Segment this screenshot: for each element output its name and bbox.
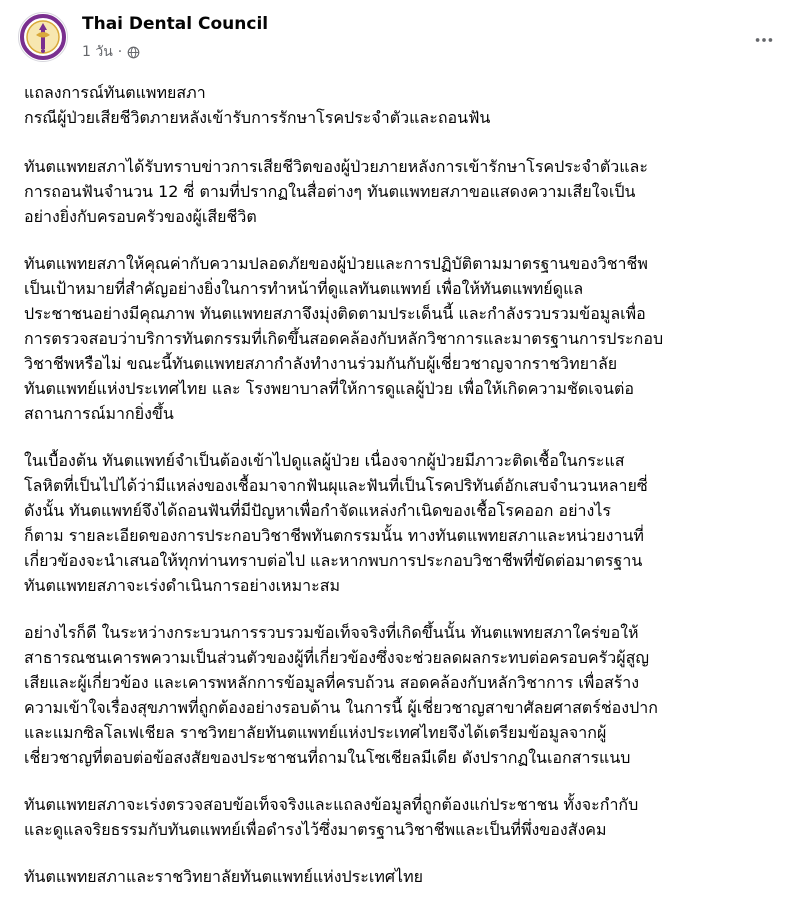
post-meta xyxy=(82,41,140,63)
more-horizontal-icon xyxy=(753,29,775,51)
title-line: แถลงการณ์ทันตแพทยสภา xyxy=(24,83,206,102)
text-line: สาธารณชนเคารพความเป็นส่วนตัวของผู้ที่เกี่ยวข้องซึ่งจะช่วยลดผลกระทบต่อครอบครัวผู้สูญ xyxy=(24,648,649,667)
text-line: โลหิตที่เป็นไปได้ว่ามีแหล่งของเชื้อมาจากฟันผุและฟันที่เป็นโรคปริทันต์อักเสบจำนวนหลายซี่ xyxy=(24,476,648,495)
text-line: อย่างไรก็ดี ในระหว่างกระบวนการรวบรวมข้อเท็จจริงที่เกิดขึ้นนั้น ทันตแพทยสภาใคร่ขอให้ xyxy=(24,623,639,642)
text-line: เป็นเป้าหมายที่สำคัญอย่างยิ่งในการทำหน้าที่ดูแลทันตแพทย์ เพื่อให้ทันตแพทย์ดูแล xyxy=(24,279,584,298)
post-time[interactable]: 1 วัน xyxy=(82,44,113,60)
text-line: ทันตแพทยสภาและราชวิทยาลัยทันตแพทย์แห่งประเทศไทย xyxy=(24,867,423,886)
text-line: อย่างยิ่งกับครอบครัวของผู้เสียชีวิต xyxy=(24,207,257,226)
text-line: ก็ตาม รายละเอียดของการประกอบวิชาชีพทันตกรรมนั้น ทางทันตแพทยสภาและหน่วยงานที่ xyxy=(24,526,644,545)
title-line: กรณีผู้ป่วยเสียชีวิตภายหลังเข้ารับการรักษาโรคประจำตัวและถอนฟัน xyxy=(24,108,491,127)
paragraph-3 xyxy=(24,448,778,598)
post-header xyxy=(18,12,782,64)
post-title xyxy=(24,80,778,130)
text-line: ทันตแพทยสภาให้คุณค่ากับความปลอดภัยของผู้ป่วยและการปฏิบัติตามมาตรฐานของวิชาชีพ xyxy=(24,254,648,273)
text-line: เกี่ยวข้องจะนำเสนอให้ทุกท่านทราบต่อไป และหากพบการประกอบวิชาชีพที่ขัดต่อมาตรฐาน xyxy=(24,551,643,570)
text-line: และแมกซิลโลเฟเชียล ราชวิทยาลัยทันตแพทย์แห่งประเทศไทยจึงได้เตรียมข้อมูลจากผู้ xyxy=(24,723,607,742)
paragraph-1 xyxy=(24,154,778,229)
text-line: เชี่ยวชาญที่ตอบต่อข้อสงสัยของประชาชนที่ถามในโซเชียลมีเดีย ดังปรากฏในเอกสารแนบ xyxy=(24,748,631,767)
meta-separator: · xyxy=(117,44,123,60)
text-line: ทันตแพทยสภาจะเร่งตรวจสอบข้อเท็จจริงและแถลงข้อมูลที่ถูกต้องแก่ประชาชน ทั้งจะกำกับ xyxy=(24,795,639,814)
text-line: ความเข้าใจเรื่องสุขภาพที่ถูกต้องอย่างรอบด้าน ในการนี้ ผู้เชี่ยวชาญสาขาศัลยศาสตร์ช่องปาก xyxy=(24,698,658,717)
paragraph-2 xyxy=(24,251,778,426)
signature-paragraph xyxy=(24,864,778,889)
paragraph-4 xyxy=(24,620,778,770)
text-line: ทันตแพทย์แห่งประเทศไทย และ โรงพยาบาลที่ให้การดูแลผู้ป่วย เพื่อให้เกิดความชัดเจนต่อ xyxy=(24,379,634,398)
more-options-button[interactable] xyxy=(746,22,782,58)
text-line: สถานการณ์มากยิ่งขึ้น xyxy=(24,404,174,423)
text-line: เสียและผู้เกี่ยวข้อง และเคารพหลักการข้อมูลที่ครบถ้วน สอดคล้องกับหลักวิชาการ เพื่อสร้าง xyxy=(24,673,640,692)
post-body xyxy=(24,80,778,911)
text-line: การถอนฟันจำนวน 12 ซี่ ตามที่ปรากฏในสื่อต่างๆ ทันตแพทยสภาขอแสดงความเสียใจเป็น xyxy=(24,182,636,201)
text-line: วิชาชีพหรือไม่ ขณะนี้ทันตแพทยสภากำลังทำงานร่วมกันกับผู้เชี่ยวชาญจากราชวิทยาลัย xyxy=(24,354,618,373)
text-line: ทันตแพทยสภาได้รับทราบข่าวการเสียชีวิตของผู้ป่วยภายหลังการเข้ารักษาโรคประจำตัวและ xyxy=(24,157,648,176)
page-avatar[interactable] xyxy=(18,12,68,62)
thai-dental-council-logo-icon xyxy=(19,13,67,61)
paragraph-5 xyxy=(24,792,778,842)
text-line: และดูแลจริยธรรมกับทันตแพทย์เพื่อดำรงไว้ซึ่งมาตรฐานวิชาชีพและเป็นที่พึ่งของสังคม xyxy=(24,820,607,839)
text-line: ทันตแพทยสภาจะเร่งดำเนินการอย่างเหมาะสม xyxy=(24,576,341,595)
globe-icon xyxy=(127,46,140,59)
page-name[interactable]: Thai Dental Council xyxy=(82,14,269,34)
text-line: ในเบื้องต้น ทันตแพทย์จำเป็นต้องเข้าไปดูแลผู้ป่วย เนื่องจากผู้ป่วยมีภาวะติดเชื้อในกระแส xyxy=(24,451,625,470)
text-line: การตรวจสอบว่าบริการทันตกรรมที่เกิดขึ้นสอดคล้องกับหลักวิชาการและมาตรฐานการประกอบ xyxy=(24,329,664,348)
text-line: ประชาชนอย่างมีคุณภาพ ทันตแพทยสภาจึงมุ่งติดตามประเด็นนี้ และกำลังรวบรวมข้อมูลเพื่อ xyxy=(24,304,646,323)
text-line: ดังนั้น ทันตแพทย์จึงได้ถอนฟันที่มีปัญหาเพื่อกำจัดแหล่งกำเนิดของเชื้อโรคออก อย่างไร xyxy=(24,501,611,520)
